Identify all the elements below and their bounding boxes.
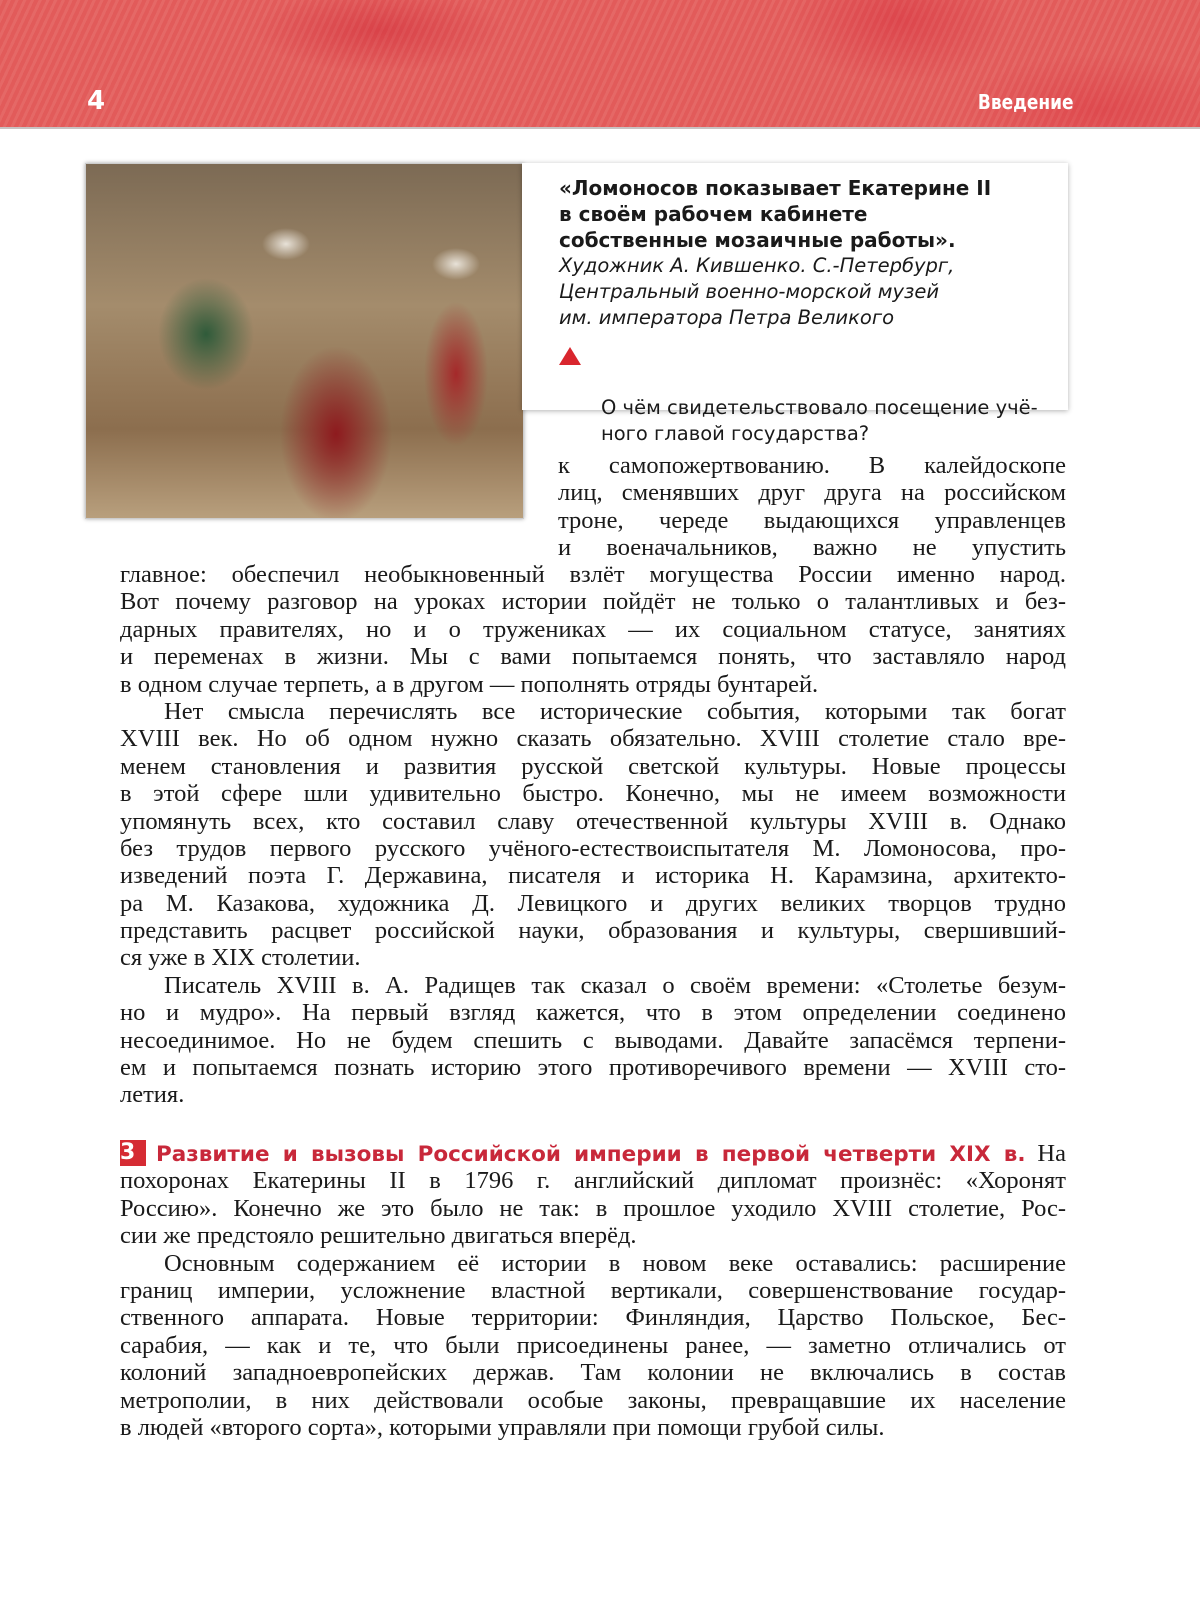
- body-text-wrapped: [558, 452, 1066, 562]
- text-line: но и мудро». На первый взгляд кажется, что в этом определении соединено: [120, 999, 1066, 1027]
- text-line: троне, череде выдающихся управленцев: [558, 506, 1066, 534]
- text-line: Основным содержанием её истории в новом веке оставались: расширение: [164, 1249, 1066, 1277]
- text-line: в этой сфере шли удивительно быстро. Конечно, мы не имеем возможности: [120, 780, 1066, 808]
- section-heading-line: [120, 1140, 1066, 1167]
- caption-credit: Художник А. Кившенко. С.-Петербург, Центральный военно-морской музей им. императора Петра Великого: [559, 254, 955, 329]
- painting-illustration: [85, 163, 524, 519]
- text-line: колоний западноевропейских держав. Там колонии не включались в состав: [120, 1359, 1066, 1387]
- body-text-main: [120, 561, 1066, 1109]
- text-line: Писатель XVIII в. А. Радищев так сказал о своём времени: «Столетье безум-: [164, 971, 1066, 999]
- text-line: ем и попытаемся познать историю этого противоречивого времени — XVIII сто-: [120, 1054, 1066, 1082]
- text-line: границ империи, усложнение властной вертикали, совершенствование государ-: [120, 1276, 1066, 1304]
- text-line: ра М. Казакова, художника Д. Левицкого и других великих творцов трудно: [120, 889, 1066, 917]
- caption-title: «Ломоносов показывает Екатерине II в своём рабочем кабинете собственные мозаичные работы».: [559, 176, 992, 252]
- text-line: ся уже в XIX столетии.: [120, 944, 361, 972]
- section-3: [120, 1140, 1066, 1441]
- text-line: летия.: [120, 1081, 185, 1109]
- text-line: несоединимое. Но не будем спешить с выводами. Давайте запасёмся терпени-: [120, 1026, 1066, 1054]
- text-line: Нет смысла перечислять все исторические события, которыми так богат: [164, 697, 1066, 725]
- text-line: главное: обеспечил необыкновенный взлёт могущества России именно народ.: [120, 561, 1066, 588]
- chapter-title: Введение: [978, 90, 1074, 114]
- figure-caption: [522, 163, 1068, 445]
- page-number: 4: [87, 86, 106, 116]
- text-line: без трудов первого русского учёного-естествоиспытателя М. Ломоносова, про-: [120, 834, 1066, 862]
- text-line: сарабия, — как и те, что были присоединены ранее, — заметно отличались от: [120, 1331, 1066, 1359]
- caption-question: [559, 343, 1048, 447]
- text-line: ственного аппарата. Новые территории: Финляндия, Царство Польское, Бес-: [120, 1304, 1066, 1332]
- text-line: упомянуть всех, кто составил славу отечественной культуры XVIII в. Однако: [120, 807, 1066, 835]
- text-line: Вот почему разговор на уроках истории пойдёт не только о талантливых и без-: [120, 588, 1066, 616]
- text-line: менем становления и развития русской светской культуры. Новые процессы: [120, 752, 1066, 780]
- text-line: сии же предстояло решительно двигаться вперёд.: [120, 1222, 637, 1250]
- text-line: и переменах в жизни. Мы с вами попытаемся понять, что заставляло народ: [120, 643, 1066, 671]
- text-line: дарных правителях, но и о тружениках — их социальном статусе, занятиях: [120, 615, 1066, 643]
- text-line: XVIII век. Но об одном нужно сказать обязательно. XVIII столетие стало вре-: [120, 725, 1066, 753]
- text-line: в людей «второго сорта», которыми управляли при помощи грубой силы.: [120, 1413, 885, 1441]
- text-line: метрополии, в них действовали особые законы, превращавшие их население: [120, 1386, 1066, 1414]
- section-body: [120, 1167, 1066, 1441]
- text-line: похоронах Екатерины II в 1796 г. английский дипломат произнёс: «Хоронят: [120, 1167, 1066, 1195]
- text-line: лиц, сменявших друг друга на российском: [558, 479, 1066, 507]
- section-lead-word: На: [1037, 1140, 1066, 1167]
- section-title: Развитие и вызовы Российской империи в первой четверти XIX в.: [156, 1142, 1026, 1167]
- page-header: [0, 0, 1200, 129]
- question-triangle-icon: [559, 347, 581, 365]
- text-line: Россию». Конечно же это было не так: в прошлое уходило XVIII столетие, Рос-: [120, 1194, 1066, 1222]
- text-line: к самопожертвованию. В калейдоскопе: [558, 452, 1066, 479]
- text-line: и военачальников, важно не упустить: [558, 534, 1066, 562]
- text-line: в одном случае терпеть, а в другом — пополнять отряды бунтарей.: [120, 670, 819, 698]
- text-line: представить расцвет российской науки, образования и культуры, свершивший-: [120, 917, 1066, 945]
- text-line: изведений поэта Г. Державина, писателя и историка Н. Карамзина, архитекто-: [120, 862, 1066, 890]
- section-number-badge: 3: [120, 1140, 146, 1166]
- question-text: О чём свидетельствовало посещение учё- ного главой государства?: [601, 396, 1038, 445]
